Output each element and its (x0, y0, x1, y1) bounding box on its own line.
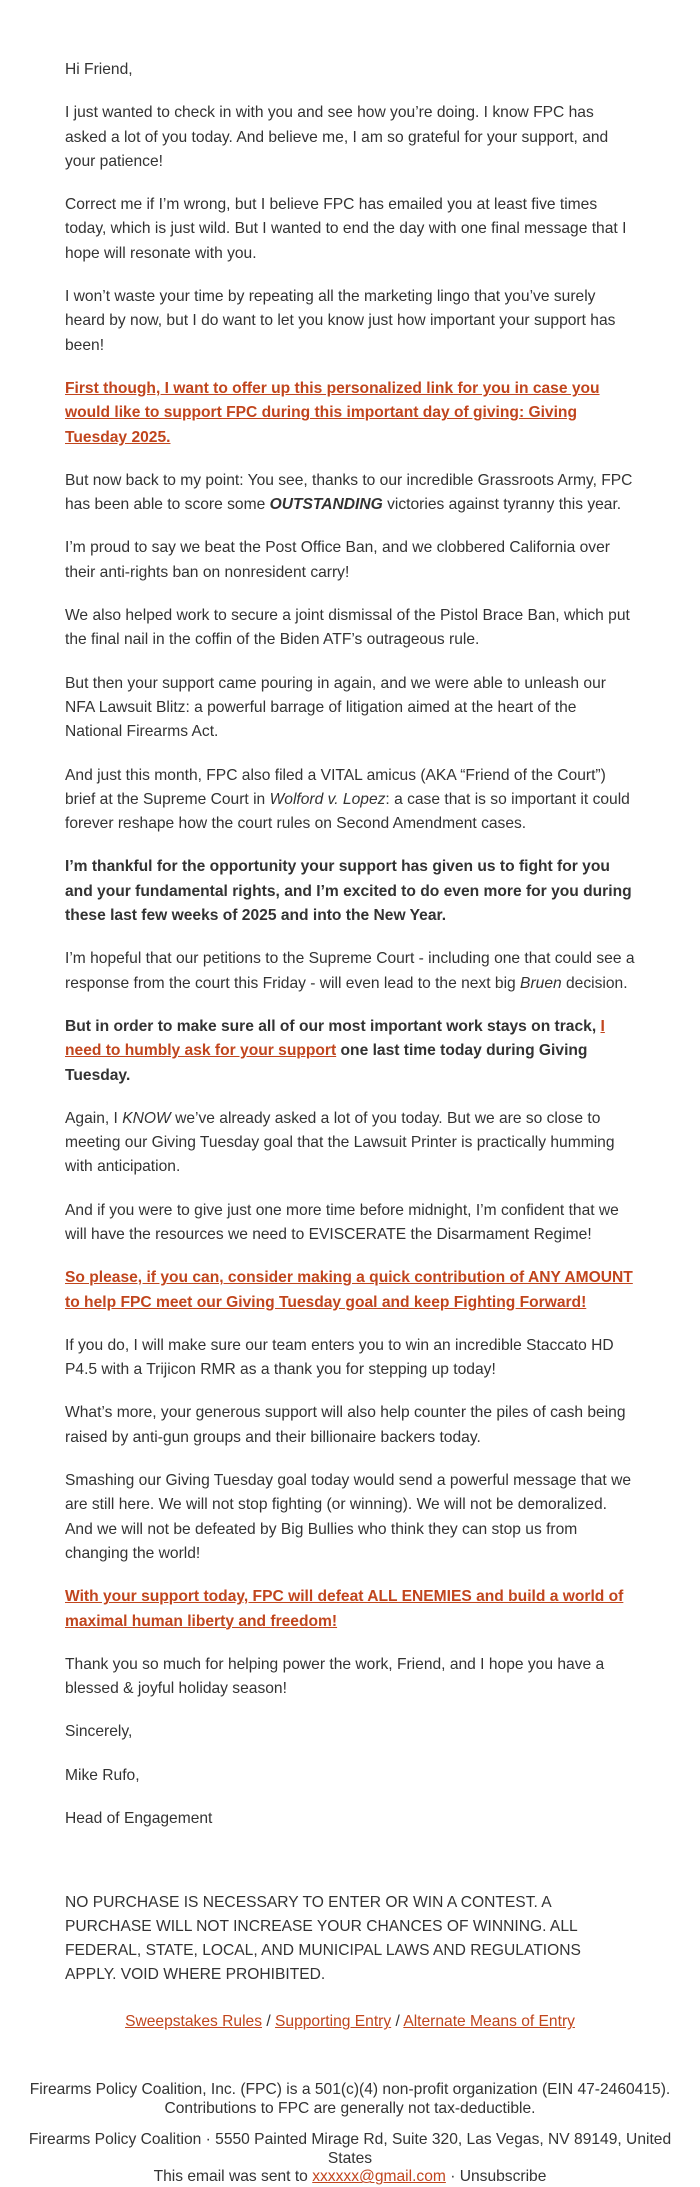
paragraph: Smashing our Giving Tuesday goal today would send a powerful message that we are still here. We will not stop fighting (or winning). We will not be demoralized. And we will not be defeated by Big Bullies who think they can stop us from changing the world! (65, 1472, 632, 1562)
greeting: Hi Friend, (65, 61, 133, 78)
paragraph (65, 469, 635, 518)
sweepstakes-disclaimer: NO PURCHASE IS NECESSARY TO ENTER OR WIN A CONTEST. A PURCHASE WILL NOT INCREASE YOUR CHANCES OF WINNING. ALL FEDERAL, STATE, LOCAL, AND MUNICIPAL LAWS AND REGULATIONS APPLY. VOID WHERE PROHIBITED. (65, 1894, 581, 1984)
separator: / (262, 2013, 276, 2031)
text: I’m hopeful that our petitions to the Supreme Court - including one that could see a response from the court this Friday - will even lead to the next big (65, 950, 635, 992)
paragraph (65, 1266, 635, 1315)
text: This email was sent to (153, 2168, 313, 2186)
text: one last time today during Giving Tuesday. (65, 1042, 588, 1084)
paragraph: I’m thankful for the opportunity your support has given us to fight for you and your fundamental rights, and I’m excited to do even more for you during these last few weeks of 2025 and into the New Year. (65, 858, 632, 925)
recipient-email-link[interactable]: xxxxxx@gmail.com (312, 2168, 446, 2186)
paragraph (65, 1107, 635, 1180)
text: But in order to make sure all of our most important work stays on track, (65, 1017, 601, 1035)
case-name: Bruen (520, 974, 562, 992)
paragraph (65, 1015, 635, 1088)
donate-link-giving-tuesday[interactable]: First though, I want to offer up this personalized link for you in case you would like to support FPC during this important day of giving: Giving Tuesday 2025. (65, 379, 600, 446)
emphasis: KNOW (122, 1109, 171, 1127)
paragraph: I won’t waste your time by repeating all the marketing lingo that you’ve surely heard by now, but I do want to let you know just how important your support has been! (65, 288, 616, 354)
defeat-enemies-link[interactable]: With your support today, FPC will defeat ALL ENEMIES and build a world of maximal human liberty and freedom! (65, 1588, 624, 1630)
mailing-address: Firearms Policy Coalition · 5550 Painted Mirage Rd, Suite 320, Las Vegas, NV 89149, United States (28, 2131, 672, 2167)
unsubscribe-link[interactable]: Unsubscribe (459, 2168, 547, 2186)
signer-name: Mike Rufo, (65, 1766, 140, 1784)
paragraph (65, 947, 635, 996)
separator: · (445, 2168, 460, 2186)
supporting-entry-link[interactable]: Supporting Entry (275, 2013, 392, 2031)
org-statement: Firearms Policy Coalition, Inc. (FPC) is a 501(c)(4) non-profit organization (EIN 47-2460415). Contributions to FPC are generally not tax-deductible. (29, 2081, 671, 2117)
paragraph: Correct me if I’m wrong, but I believe FPC has emailed you at least five times today, which is just wild. But I wanted to end the day with one final message that I hope will resonate with you. (65, 196, 627, 262)
text: victories against tyranny this year. (382, 496, 622, 514)
text: : a case that is so important it could forever reshape how the court rules on Second Amendment cases. (65, 790, 630, 833)
rules-links (65, 2013, 635, 2031)
signer-title: Head of Engagement (65, 1810, 213, 1828)
paragraph (65, 764, 635, 837)
support-link[interactable]: I need to humbly ask for your support (65, 1017, 605, 1060)
paragraph: We also helped work to secure a joint dismissal of the Pistol Brace Ban, which put the final nail in the coffin of the Biden ATF’s outrageous rule. (65, 607, 630, 649)
alternate-entry-link[interactable]: Alternate Means of Entry (403, 2013, 575, 2031)
sweepstakes-rules-link[interactable]: Sweepstakes Rules (125, 2013, 263, 2031)
footer (0, 2081, 700, 2187)
text: decision. (561, 974, 628, 992)
text: we’ve already asked a lot of you today. But we are so close to meeting our Giving Tuesday goal that the Lawsuit Printer is practically humming with anticipation. (65, 1109, 615, 1176)
paragraph (65, 1585, 635, 1634)
sent-to-line (5, 2168, 695, 2187)
paragraph (65, 377, 635, 450)
paragraph: And if you were to give just one more time before midnight, I’m confident that we will have the resources we need to EVISCERATE the Disarmament Regime! (65, 1201, 619, 1243)
case-name: Wolford v. Lopez (269, 790, 386, 808)
text: Again, I (65, 1109, 123, 1127)
paragraph: But then your support came pouring in again, and we were able to unleash our NFA Lawsuit Blitz: a powerful barrage of litigation aimed at the heart of the National Firearms Act. (65, 674, 606, 741)
paragraph: Thank you so much for helping power the work, Friend, and I hope you have a blessed & joyful holiday season! (65, 1655, 605, 1698)
closing: Sincerely, (65, 1723, 133, 1741)
paragraph: If you do, I will make sure our team enters you to win an incredible Staccato HD P4.5 with a Trijicon RMR as a thank you for stepping up today! (65, 1336, 614, 1379)
paragraph: I just wanted to check in with you and see how you’re doing. I know FPC has asked a lot of you today. And believe me, I am so grateful for your support, and your patience! (65, 104, 609, 170)
emphasis: OUTSTANDING (269, 496, 383, 514)
paragraph: I’m proud to say we beat the Post Office Ban, and we clobbered California over their anti-rights ban on nonresident carry! (65, 539, 610, 581)
separator: / (391, 2013, 404, 2031)
text: But now back to my point: You see, thanks to our incredible Grassroots Army, FPC has been able to score some (65, 471, 633, 514)
text: And just this month, FPC also filed a VITAL amicus (AKA “Friend of the Court”) brief at the Supreme Court in (65, 766, 606, 808)
contribute-link[interactable]: So please, if you can, consider making a quick contribution of ANY AMOUNT to help FPC meet our Giving Tuesday goal and keep Fighting Forward! (65, 1269, 633, 1311)
paragraph: What’s more, your generous support will also help counter the piles of cash being raised by anti-gun groups and their billionaire backers today. (65, 1404, 626, 1446)
